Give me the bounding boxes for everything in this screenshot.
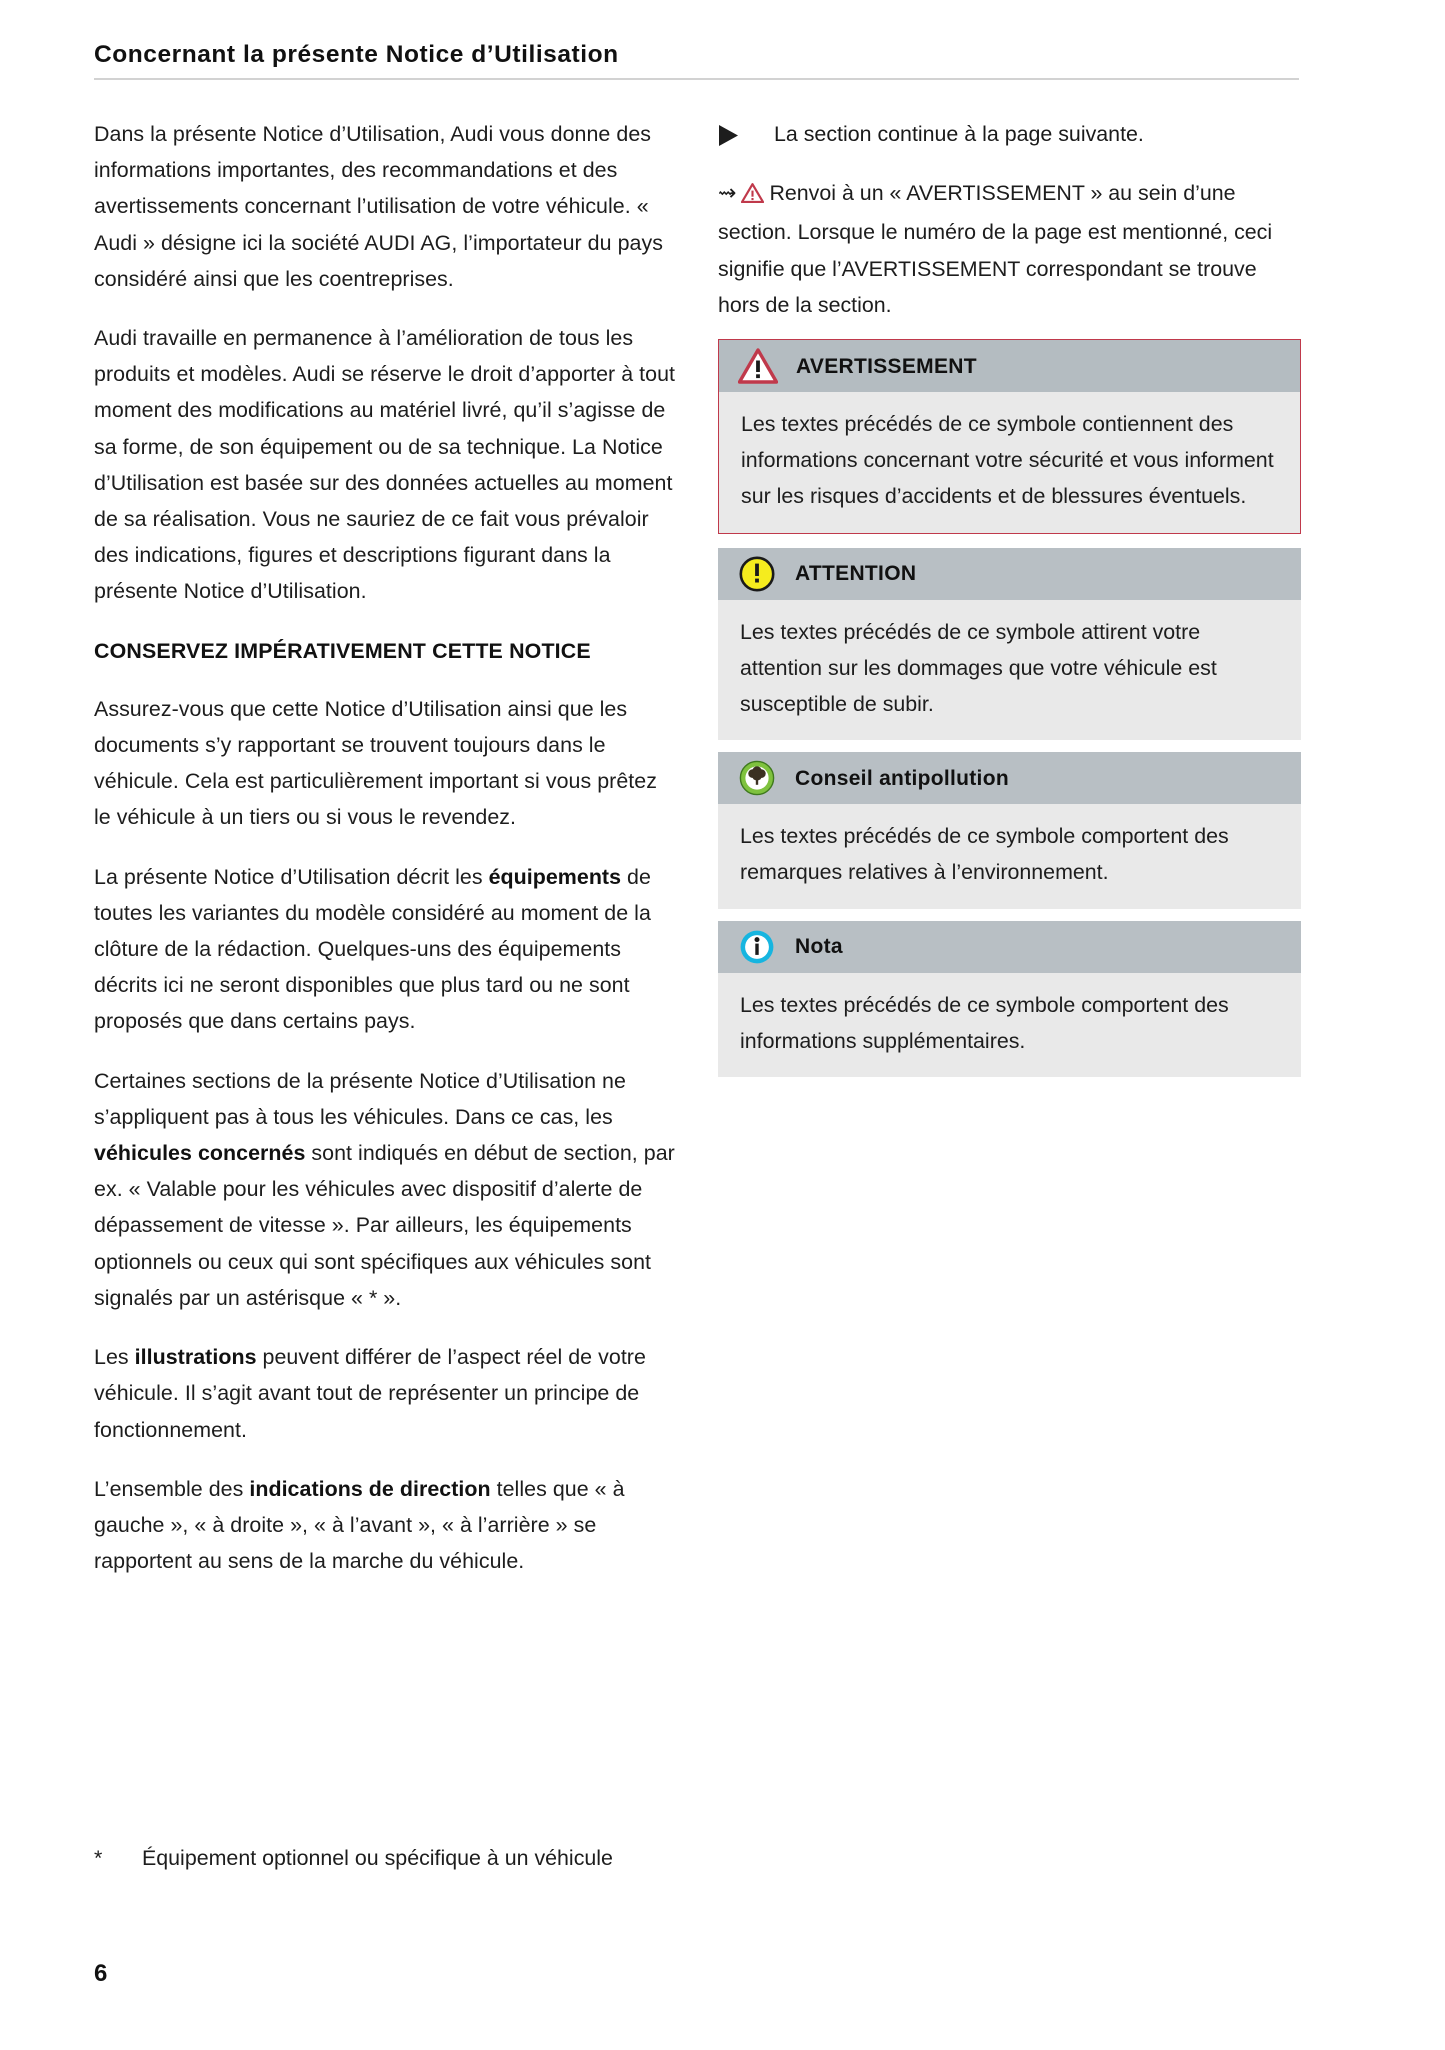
caution-circle-icon [736, 553, 778, 595]
continuation-note [718, 116, 1301, 152]
tree-circle-icon [736, 757, 778, 799]
callout-nota-header [718, 921, 1301, 973]
callout-nota-label: Nota [795, 935, 843, 959]
cross-reference-text: Renvoi à un « AVERTISSEMENT » au sein d’une section. Lorsque le numéro de la page est mentionné, ceci signifie que l’AVERTISSEMENT correspondant se trouve hors de la section. [718, 181, 1273, 317]
callout-nota [718, 921, 1301, 1077]
page-title: Concernant la présente Notice d’Utilisation [94, 41, 619, 68]
callout-nota-text: Les textes précédés de ce symbole comportent des informations supplémentaires. [740, 992, 1229, 1053]
callout-avertissement-label: AVERTISSEMENT [796, 354, 977, 378]
callout-attention-body [718, 600, 1301, 741]
callout-avertissement [718, 339, 1301, 534]
callout-avertissement-header [719, 340, 1300, 392]
header-divider [94, 78, 1299, 80]
paragraph-directions: L’ensemble des indications de direction telles que « à gauche », « à droite », « à l’avant », « à l’arrière » se rapportent au sens de la marche du véhicule. [94, 1476, 625, 1574]
callout-attention-header [718, 548, 1301, 600]
page-header [94, 40, 1299, 80]
info-circle-icon [736, 926, 778, 968]
callout-attention-label: ATTENTION [795, 562, 917, 586]
continuation-note-text: La section continue à la page suivante. [774, 122, 1144, 146]
paragraph-assurez: Assurez-vous que cette Notice d’Utilisation ainsi que les documents s’y rapportant se trouvent toujours dans le véhicule. Cela est particulièrement important si vous prêtez le véhicule à un tiers ou si vous le revendez. [94, 696, 657, 830]
callout-conseil-header [718, 752, 1301, 804]
callout-avertissement-body [719, 392, 1300, 533]
paragraph-amelioration: Audi travaille en permanence à l’amélioration de tous les produits et modèles. Audi se réserve le droit d’apporter à tout moment des modifications au matériel livré, qu’il s’agisse de sa forme, de son équipement ou de sa technique. La Notice d’Utilisation est basée sur des données actuelles au moment de sa réalisation. Vous ne sauriez de ce fait vous prévaloir des indications, figures et descriptions figurant dans la présente Notice d’Utilisation. [94, 326, 676, 604]
warning-triangle-icon-inline [741, 178, 764, 214]
callout-avertissement-text: Les textes précédés de ce symbole contiennent des informations concernant votre sécurité et vous informent sur les risques d’accidents et de blessures éventuels. [741, 412, 1274, 509]
callout-attention-text: Les textes précédés de ce symbole attirent votre attention sur les dommages que votre véhicule est susceptible de subir. [740, 619, 1217, 717]
paragraph-intro: Dans la présente Notice d’Utilisation, Audi vous donne des informations importantes, des recommandations et des avertissements concernant l’utilisation de votre véhicule. « Audi » désigne ici la société AUDI AG, l’importateur du pays considéré ainsi que les coentreprises. [94, 122, 663, 291]
footnote-text: Équipement optionnel ou spécifique à un véhicule [142, 1846, 613, 1870]
footnote-marker: * [94, 1846, 103, 1870]
right-column [718, 116, 1301, 1089]
callout-conseil-antipollution [718, 752, 1301, 908]
callout-nota-body [718, 973, 1301, 1077]
paragraph-sections: Certaines sections de la présente Notice d’Utilisation ne s’appliquent pas à tous les véhicules. Dans ce cas, les véhicules concernés sont indiqués en début de section, par ex. « Valable pour les véhicules avec dispositif d’alerte de dépassement de vitesse ». Par ailleurs, les équipements optionnels ou ceux qui sont spécifiques aux véhicules sont signalés par un astérisque « * ». [94, 1068, 675, 1310]
callout-conseil-text: Les textes précédés de ce symbole comportent des remarques relatives à l’environnement. [740, 824, 1229, 885]
callout-conseil-body [718, 804, 1301, 908]
footnote [94, 1840, 677, 1876]
subheading-conservez: CONSERVEZ IMPÉRATIVEMENT CETTE NOTICE [94, 638, 591, 663]
paragraph-equipements: La présente Notice d’Utilisation décrit les équipements de toutes les variantes du modèle considéré au moment de la clôture de la rédaction. Quelques-uns des équipements décrits ici ne seront disponibles que plus tard ou ne sont proposés que dans certains pays. [94, 864, 651, 1034]
cross-reference-note [718, 175, 1301, 323]
left-column [94, 116, 677, 1579]
callout-attention [718, 548, 1301, 741]
hollow-right-arrow-icon: ⇝ [718, 180, 737, 206]
paragraph-illustrations: Les illustrations peuvent différer de l’aspect réel de votre véhicule. Il s’agit avant tout de représenter un principe de fonctionnement. [94, 1345, 646, 1442]
play-triangle-icon [718, 116, 774, 146]
page-number: 6 [94, 1960, 108, 1987]
warning-triangle-icon [737, 345, 779, 387]
callout-conseil-label: Conseil antipollution [795, 766, 1009, 790]
